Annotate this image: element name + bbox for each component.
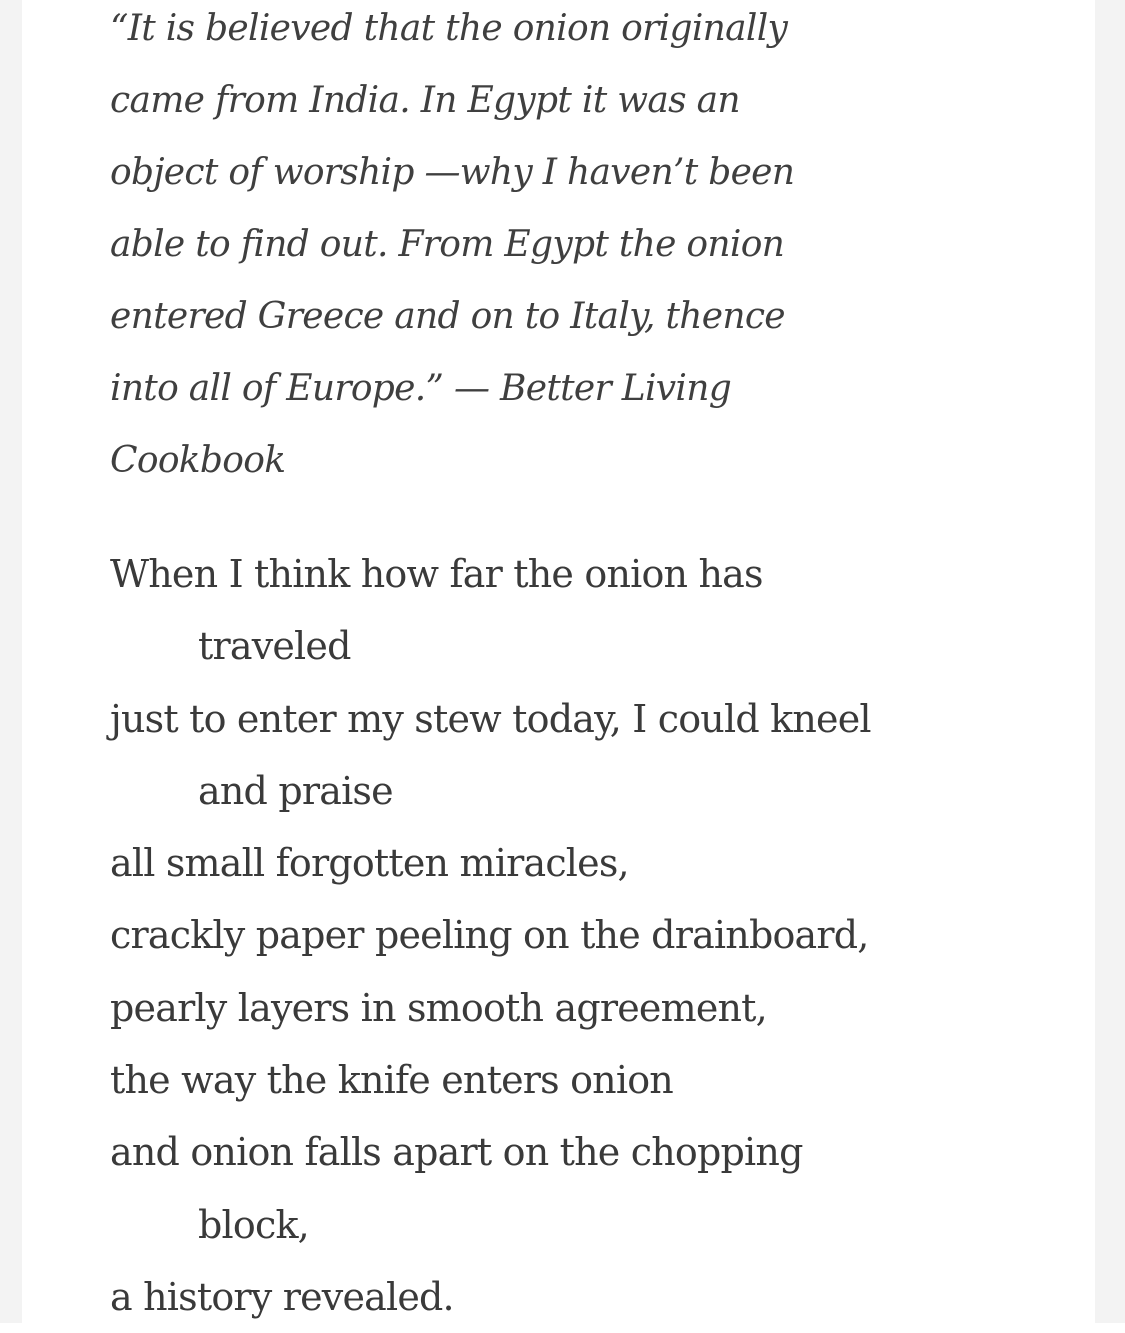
poem-line: pearly layers in smooth agreement, xyxy=(110,985,767,1030)
poem-line: just to enter my stew today, I could kneel xyxy=(110,696,871,741)
poem-line: crackly paper peeling on the drainboard, xyxy=(110,913,869,958)
poem-line: a history revealed. xyxy=(110,1274,454,1319)
epigraph-line: into all of Europe.” — Better Living xyxy=(110,368,732,409)
left-margin-band xyxy=(0,0,22,1323)
poem-line-continuation: block, xyxy=(198,1202,309,1247)
epigraph-line: object of worship —why I haven’t been xyxy=(110,152,795,193)
poem-line: the way the knife enters onion xyxy=(110,1058,673,1103)
epigraph-line: able to find out. From Egypt the onion xyxy=(110,224,785,265)
right-margin-band xyxy=(1095,0,1125,1323)
epigraph-line: “It is believed that the onion originally xyxy=(110,8,788,49)
poem-line: and onion falls apart on the chopping xyxy=(110,1130,803,1175)
poem-line: all small forgotten miracles, xyxy=(110,841,629,886)
poem-body xyxy=(110,538,1070,1333)
reading-page[interactable] xyxy=(22,0,1095,1323)
epigraph-quote xyxy=(110,0,1010,497)
poem-line-continuation: and praise xyxy=(198,768,393,813)
epigraph-line: entered Greece and on to Italy, thence xyxy=(110,296,785,337)
poem-line: When I think how far the onion has xyxy=(110,552,763,596)
epigraph-line: came from India. In Egypt it was an xyxy=(110,80,740,121)
epigraph-attribution-line: Cookbook xyxy=(110,440,286,481)
poem-line-continuation: traveled xyxy=(198,624,351,669)
